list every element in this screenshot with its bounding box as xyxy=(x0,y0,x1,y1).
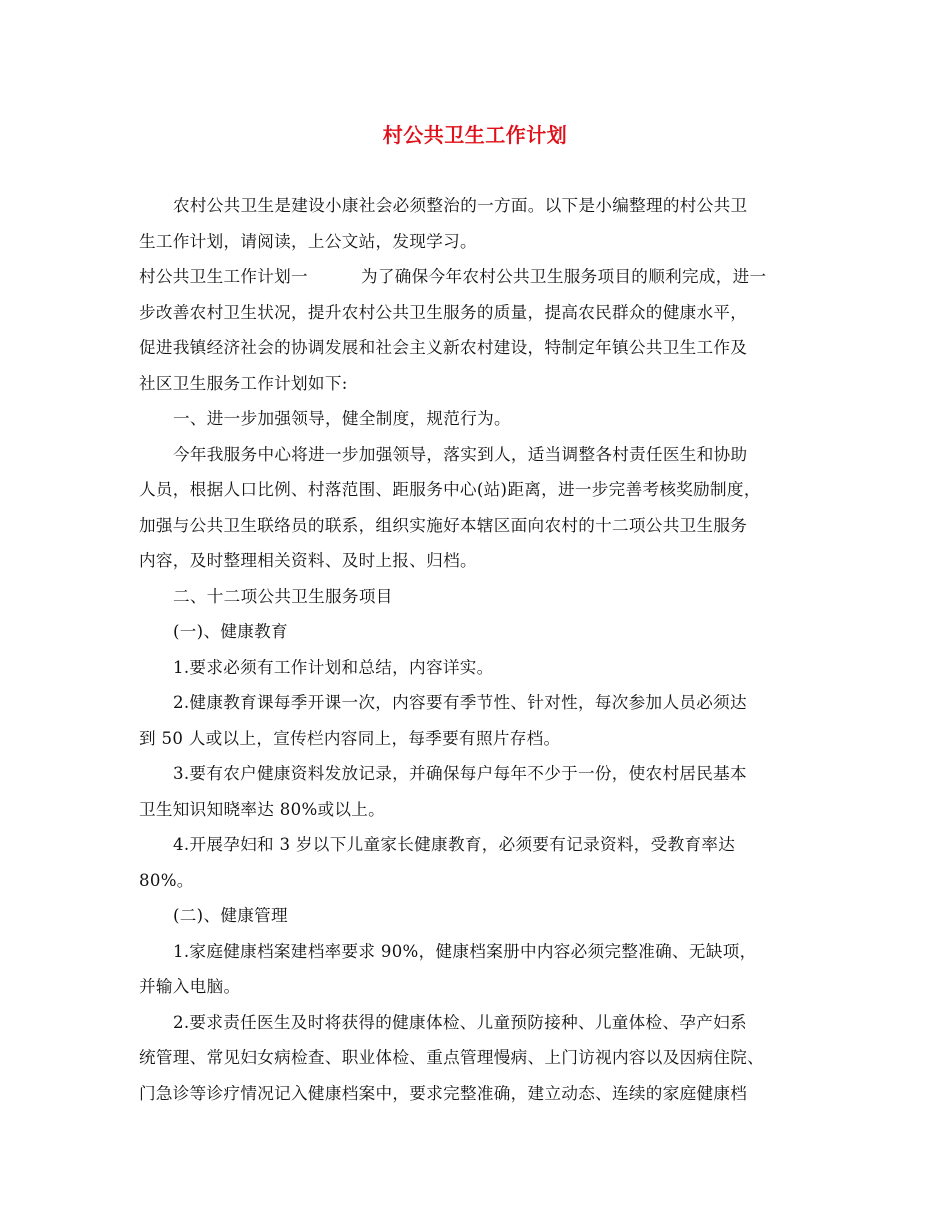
list-item: 4.开展孕妇和 3 岁以下儿童家长健康教育，必须要有记录资料，受教育率达 xyxy=(173,835,736,854)
subsection-heading: (一)、健康教育 xyxy=(173,622,288,641)
paragraph-line: 生工作计划，请阅读，上公文站，发现学习。 xyxy=(139,231,477,251)
paragraph-line xyxy=(139,259,819,295)
list-item: 2.健康教育课每季开课一次，内容要有季节性、针对性，每次参加人员必须达 xyxy=(173,693,747,712)
paragraph-line: 农村公共卫生是建设小康社会必须整治的一方面。以下是小编整理的村公共卫 xyxy=(173,196,748,215)
list-item: 1.要求必须有工作计划和总结，内容详实。 xyxy=(173,657,494,677)
paragraph-line: 社区卫生服务工作计划如下: xyxy=(139,373,348,393)
list-item: 1.家庭健康档案建档率要求 90%，健康档案册中内容必须完整准确、无缺项， xyxy=(173,941,757,961)
section-heading: 二、十二项公共卫生服务项目 xyxy=(173,586,393,606)
document-body xyxy=(139,188,819,1111)
paragraph-line: 统管理、常见妇女病检查、职业体检、重点管理慢病、上门访视内容以及因病住院、 xyxy=(139,1048,765,1067)
paragraph-text: 为了确保今年农村公共卫生服务项目的顺利完成，进一 xyxy=(361,267,767,286)
paragraph-line: 门急诊等诊疗情况记入健康档案中，要求完整准确，建立动态、连续的家庭健康档 xyxy=(139,1083,748,1103)
paragraph-line: 今年我服务中心将进一步加强领导，落实到人，适当调整各村责任医生和协助 xyxy=(173,444,748,464)
paragraph-line: 80%。 xyxy=(139,870,194,890)
paragraph-line: 并输入电脑。 xyxy=(139,977,241,996)
section-heading: 一、进一步加强领导，健全制度，规范行为。 xyxy=(173,409,511,428)
paragraph-line: 卫生知识知晓率达 80%或以上。 xyxy=(139,799,386,819)
paragraph-line: 促进我镇经济社会的协调发展和社会主义新农村建设，特制定年镇公共卫生工作及 xyxy=(139,338,748,357)
paragraph-line: 内容，及时整理相关资料、及时上报、归档。 xyxy=(139,551,477,570)
document-title: 村公共卫生工作计划 xyxy=(382,123,568,147)
list-item: 3.要有农户健康资料发放记录，并确保每户每年不少于一份，使农村居民基本 xyxy=(173,764,747,783)
list-item: 2.要求责任医生及时将获得的健康体检、儿童预防接种、儿童体检、孕产妇系 xyxy=(173,1012,747,1032)
plan-heading: 村公共卫生工作计划一 xyxy=(139,267,308,286)
paragraph-line: 加强与公共卫生联络员的联系，组织实施好本辖区面向农村的十二项公共卫生服务 xyxy=(139,515,748,535)
paragraph-line: 到 50 人或以上，宣传栏内容同上，每季要有照片存档。 xyxy=(139,728,561,748)
paragraph-line: 人员，根据人口比例、村落范围、距服务中心(站)距离，进一步完善考核奖励制度， xyxy=(139,480,761,499)
paragraph-line: 步改善农村卫生状况，提升农村公共卫生服务的质量，提高农民群众的健康水平， xyxy=(139,302,748,322)
subsection-heading: (二)、健康管理 xyxy=(173,906,288,925)
